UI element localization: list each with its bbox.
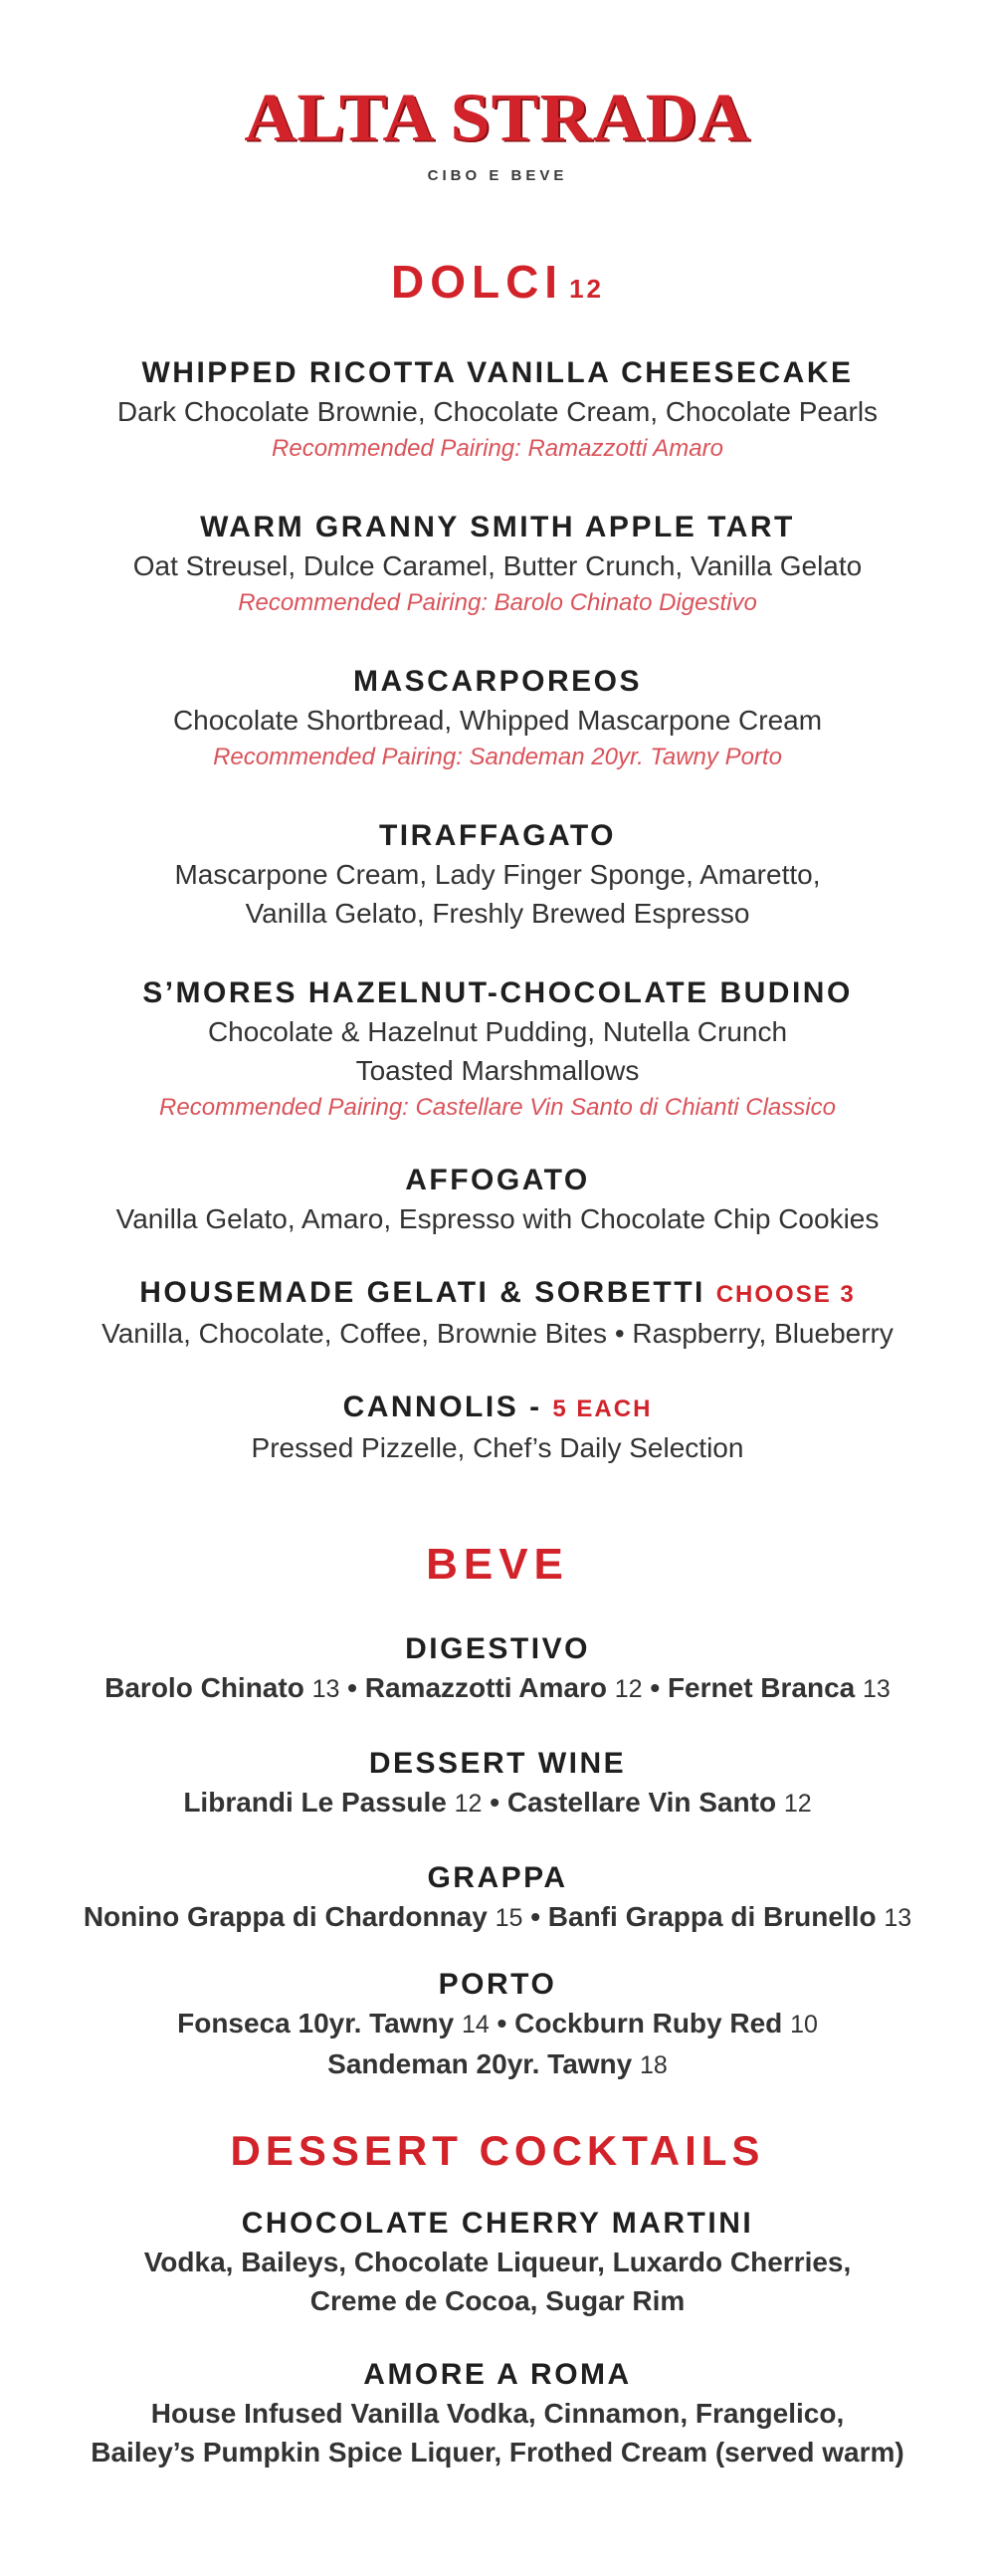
dessert-name [0,663,995,701]
drink-price: 14 [461,2011,490,2039]
cocktail-item [0,2356,995,2471]
drink-name: • Fernet Branca [642,1672,864,1703]
dessert-item [0,354,995,467]
dolci-title: DOLCI [390,256,564,308]
dessert-name [0,1162,995,1199]
drink-group [0,1745,995,1824]
dessert-description: Oat Streusel, Dulce Caramel, Butter Crunch, Vanilla Gelato [132,550,863,581]
dessert-name [0,817,995,855]
drink-price: 18 [640,2051,668,2079]
dessert-name [0,1389,995,1428]
cocktail-name: CHOCOLATE CHERRY MARTINI [241,2207,754,2240]
drink-price: 13 [884,1904,912,1932]
drink-name: Nonino Grappa di Chardonnay [83,1901,496,1932]
dessert-name [0,509,995,546]
drink-group-name: GRAPPA [427,1861,568,1894]
drink-group-name: PORTO [438,1968,557,2001]
dessert-pairing: Recommended Pairing: Castellare Vin Santo di Chianti Classico [159,1094,836,1121]
drink-name: Librandi Le Passule [183,1787,455,1818]
dessert-description: Chocolate Shortbread, Whipped Mascarpone Cream [172,705,823,736]
dessert-name-text: TIRAFFAGATO [378,819,617,852]
drink-price: 15 [495,1904,523,1932]
drink-price: 12 [783,1790,812,1818]
dolci-heading [0,256,995,315]
dessert-description: Toasted Marshmallows [355,1055,640,1086]
dessert-name-text: S’MORES HAZELNUT-CHOCOLATE BUDINO [142,976,853,1009]
drink-group-name: DESSERT WINE [368,1747,627,1780]
beve-list [0,1630,995,2085]
dessert-name-text: WHIPPED RICOTTA VANILLA CHEESECAKE [141,356,854,389]
drink-name: Barolo Chinato [104,1672,312,1703]
dessert-item [0,509,995,621]
cocktail-name: AMORE A ROMA [363,2358,632,2391]
dessert-pairing: Recommended Pairing: Sandeman 20yr. Tawny Porto [213,744,782,770]
cocktail-ingredients: Creme de Cocoa, Sugar Rim [309,2285,686,2316]
dessert-description: Vanilla Gelato, Amaro, Espresso with Chocolate Chip Cookies [115,1203,880,1234]
beve-title: BEVE [426,1540,569,1589]
cocktails-title: DESSERT COCKTAILS [230,2127,765,2174]
dessert-description: Pressed Pizzelle, Chef’s Daily Selection [251,1432,744,1463]
dolci-list [0,354,995,1467]
dessert-name-text: AFFOGATO [405,1164,590,1196]
drink-price: 13 [863,1675,891,1703]
dessert-name-text: CANNOLIS - [342,1391,542,1423]
drink-group [0,1630,995,1709]
dessert-item [0,1389,995,1467]
dessert-pairing: Recommended Pairing: Barolo Chinato Digestivo [238,589,757,616]
drink-line [0,2044,995,2085]
drink-name: • Ramazzotti Amaro [339,1672,615,1703]
dessert-pairing: Recommended Pairing: Ramazzotti Amaro [272,435,723,462]
cocktail-ingredients: House Infused Vanilla Vodka, Cinnamon, Frangelico, [150,2398,845,2429]
cocktail-item [0,2205,995,2320]
drink-line [0,1668,995,1709]
drink-name: Fonseca 10yr. Tawny [177,2008,462,2039]
cocktail-ingredients: Vodka, Baileys, Chocolate Liqueur, Luxardo Cherries, [143,2247,852,2277]
drink-name: • Banfi Grappa di Brunello [522,1901,885,1932]
dessert-description: Chocolate & Hazelnut Pudding, Nutella Crunch [207,1016,788,1047]
drink-price: 10 [790,2011,818,2039]
dessert-name [0,354,995,392]
dessert-name [0,974,995,1012]
cocktail-list [0,2205,995,2471]
cocktail-ingredients: Bailey’s Pumpkin Spice Liquer, Frothed Cream (served warm) [91,2437,904,2468]
drink-line [0,1897,995,1938]
drink-group [0,1859,995,1938]
drink-group-name: DIGESTIVO [405,1632,590,1665]
drink-price: 12 [454,1790,483,1818]
dessert-description: Dark Chocolate Brownie, Chocolate Cream, Chocolate Pearls [116,396,879,427]
dessert-price-note: CHOOSE 3 [715,1281,856,1308]
logo-wordmark: ALTA STRADA [244,80,751,155]
dolci-price: 12 [569,274,605,304]
dessert-item [0,1274,995,1353]
dessert-item [0,663,995,775]
dessert-description: Vanilla, Chocolate, Coffee, Brownie Bites • Raspberry, Blueberry [101,1318,894,1349]
drink-price: 12 [614,1675,643,1703]
dessert-item [0,817,995,933]
dessert-name-text: WARM GRANNY SMITH APPLE TART [200,511,795,543]
dessert-price-note: 5 EACH [552,1395,653,1422]
dessert-name-text: MASCARPOREOS [352,665,643,698]
drink-name: • Cockburn Ruby Red [489,2008,791,2039]
drink-name: • Castellare Vin Santo [482,1787,784,1818]
dessert-name [0,1274,995,1314]
drink-line [0,2004,995,2044]
dessert-name-text: HOUSEMADE GELATI & SORBETTI [139,1276,705,1309]
logo-tagline: CIBO E BEVE [427,167,568,184]
dessert-item [0,1162,995,1238]
drink-name: Sandeman 20yr. Tawny [327,2048,641,2079]
drink-line [0,1783,995,1824]
dessert-description: Vanilla Gelato, Freshly Brewed Espresso [245,898,750,929]
drink-price: 13 [311,1675,340,1703]
dessert-description: Mascarpone Cream, Lady Finger Sponge, Amaretto, [174,859,821,890]
drink-group [0,1966,995,2085]
logo [0,0,995,184]
dessert-item [0,974,995,1126]
